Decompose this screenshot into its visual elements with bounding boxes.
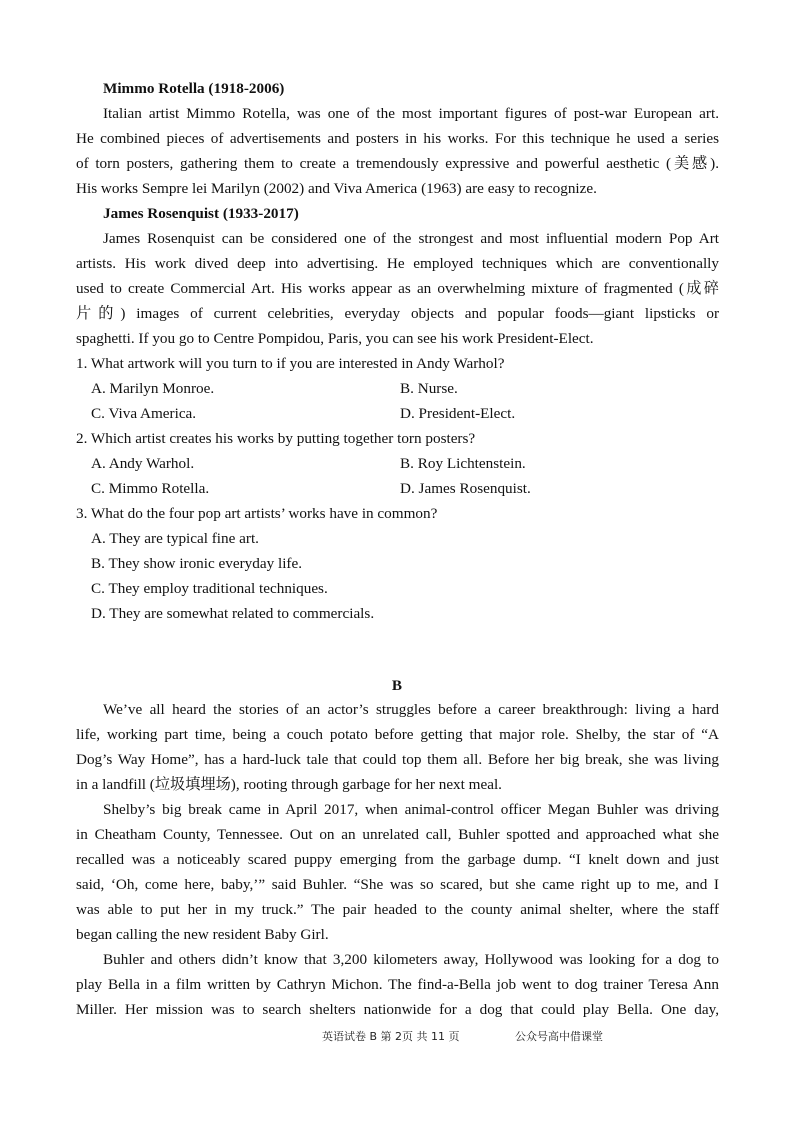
artist-heading-rotella: Mimmo Rotella (1918-2006) [103, 80, 285, 97]
section-title: B [391, 677, 403, 694]
answer-option: B. Roy Lichtenstein. [400, 455, 526, 472]
paragraph-line: spaghetti. If you go to Centre Pompidou, Paris, you can see his work President-Elect. [76, 330, 594, 347]
paragraph-line: artists. His work dived deep into advertising. He employed techniques which are conventionally [76, 255, 719, 272]
answer-option: A. Marilyn Monroe. [91, 380, 215, 397]
paragraph-line: Buhler and others didn’t know that 3,200 kilometers away, Hollywood was looking for a dog to [103, 951, 719, 968]
paragraph-line: Shelby’s big break came in April 2017, when animal-control officer Megan Buhler was driving [103, 801, 719, 818]
paragraph-line: His works Sempre lei Marilyn (2002) and Viva America (1963) are easy to recognize. [76, 180, 597, 197]
paragraph-line: 片的) images of current celebrities, everyday objects and popular foods—giant lipsticks or [76, 305, 719, 322]
paragraph-line: said, ‘Oh, come here, baby,’” said Buhler. “She was so scared, but she came right up to me, and I [76, 876, 719, 893]
answer-option: B. They show ironic everyday life. [91, 555, 303, 572]
question-stem: 2. Which artist creates his works by putting together torn posters? [76, 430, 476, 447]
paragraph-line: of torn posters, gathering them to create a tremendously expressive and powerful aesthetic (美感). [76, 155, 719, 172]
artist-heading-rosenquist: James Rosenquist (1933-2017) [103, 205, 299, 222]
paragraph-line: James Rosenquist can be considered one of the strongest and most influential modern Pop Art [103, 230, 719, 247]
answer-option: A. Andy Warhol. [91, 455, 195, 472]
paragraph-line: was able to put her in my truck.” The pair headed to the county animal shelter, where the staff [76, 901, 719, 918]
watermark-text: 公众号高中借课堂 [515, 1030, 603, 1043]
paragraph-line: Italian artist Mimmo Rotella, was one of the most important figures of post-war European art. [103, 105, 719, 122]
paragraph-line: We’ve all heard the stories of an actor’s struggles before a career breakthrough: living a hard [103, 701, 719, 718]
paragraph-line: in a landfill (垃圾填埋场), rooting through garbage for her next meal. [76, 776, 502, 793]
paragraph-line: used to create Commercial Art. His works appear as an overwhelming mixture of fragmented (成碎 [76, 280, 719, 297]
question-stem: 1. What artwork will you turn to if you are interested in Andy Warhol? [76, 355, 505, 372]
question-stem: 3. What do the four pop art artists’ works have in common? [76, 505, 438, 522]
paragraph-line: in Cheatham County, Tennessee. Out on an unrelated call, Buhler spotted and approached what she [76, 826, 719, 843]
answer-option: C. Mimmo Rotella. [91, 480, 210, 497]
answer-option: B. Nurse. [400, 380, 458, 397]
paragraph-line: began calling the new resident Baby Girl. [76, 926, 329, 943]
answer-option: C. Viva America. [91, 405, 197, 422]
paragraph-line: recalled was a noticeably scared puppy emerging from the garbage dump. “I knelt down and just [76, 851, 719, 868]
answer-option: D. They are somewhat related to commercials. [91, 605, 375, 622]
paragraph-line: play Bella in a film written by Cathryn Michon. The find-a-Bella job went to dog trainer Teresa Ann [76, 976, 719, 993]
page-number: 英语试卷 B 第 2页 共 11 页 [322, 1030, 460, 1043]
answer-option: A. They are typical fine art. [91, 530, 259, 547]
answer-option: D. James Rosenquist. [400, 480, 531, 497]
answer-option: C. They employ traditional techniques. [91, 580, 328, 597]
answer-option: D. President-Elect. [400, 405, 516, 422]
paragraph-line: Miller. Her mission was to search shelters nationwide for a dog that could play Bella. One day, [76, 1001, 719, 1018]
paragraph-line: Dog’s Way Home”, has a hard-luck tale that could top them all. Before her big break, she was living [76, 751, 719, 768]
paragraph-line: life, working part time, being a couch potato before getting that major role. Shelby, the star of “A [76, 726, 719, 743]
paragraph-line: He combined pieces of advertisements and posters in his works. For this technique he used a series [76, 130, 719, 147]
